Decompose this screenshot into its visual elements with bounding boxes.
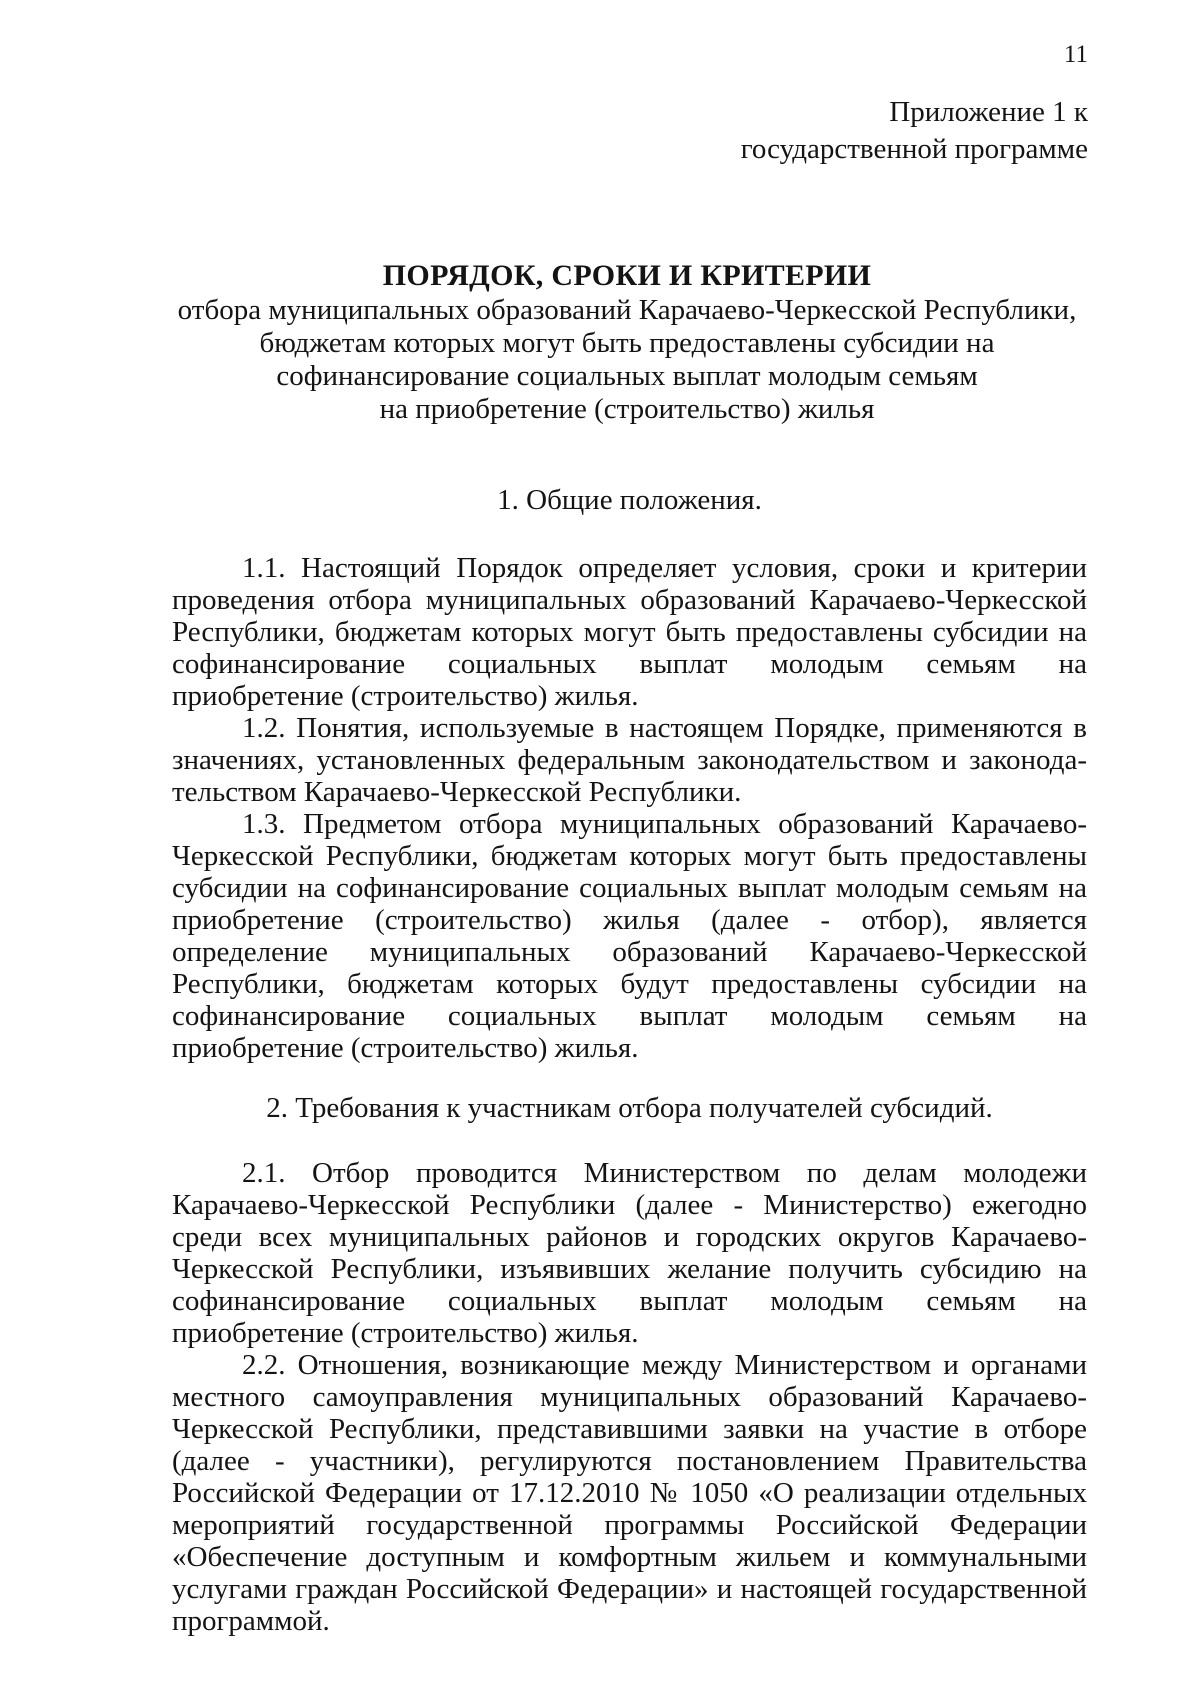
paragraph-2-2: 2.2. Отношения, возникающие между Министерством и органами местного самоуправления муниципальных образований Карачаево-Черкесской Республики, представившими заявки на участие в отборе (далее - участники), регулируются постановлением Правительства Российской Федерации от 17.12.2010 № 1050 «О реализации отдельных мероприятий государственной программы Российской Федерации «Обеспечение доступным и комфортным жильем и коммунальными услугами граждан Российской Федерации» и настоящей государственной программой. (172, 1349, 1087, 1637)
appendix-line-2: государственной программе (740, 133, 1088, 165)
document-title: ПОРЯДОК, СРОКИ И КРИТЕРИИ (382, 259, 872, 292)
paragraph-1-3: 1.3. Предметом отбора муниципальных образований Карачаево-Черкесской Республики, бюджетам которых могут быть предоставлены субсидии на софинансирование социальных выплат молодым семьям на приобретение (строительство) жилья (далее - отбор), является определение муниципальных образований Карачаево-Черкесской Республики, бюджетам которых будут предоставлены субсидии на софинансирование социальных выплат молодым семьям на приобретение (строительство) жилья. (172, 808, 1087, 1064)
appendix-line-1: Приложение 1 к (889, 96, 1088, 128)
section-2-heading: 2. Требования к участникам отбора получателей субсидий. (266, 1092, 993, 1124)
page-number: 11 (1063, 41, 1088, 68)
paragraph-2-1: 2.1. Отбор проводится Министерством по делам молодежи Карачаево-Черкесской Республики (далее - Министерство) ежегодно среди всех муниципальных районов и городских округов Карачаево-Черкесской Республики, изъявивших желание получить субсидию на софинансирование социальных выплат молодым семьям на приобретение (строительство) жилья. (172, 1157, 1087, 1349)
paragraph-1-2: 1.2. Понятия, используемые в настоящем Порядке, применяются в значениях, установленных федеральным законодательством и законодательством Карачаево-Черкесской Республики. (172, 712, 1087, 808)
appendix-note (588, 94, 1088, 168)
subtitle-line: бюджетам которых могут быть предоставлены субсидии на (259, 327, 995, 359)
section-1-heading: 1. Общие положения. (497, 484, 762, 516)
document-body (172, 484, 1087, 1637)
title-block (165, 257, 1089, 426)
paragraph-1-1: 1.1. Настоящий Порядок определяет условия, сроки и критерии проведения отбора муниципальных образований Карачаево-Черкесской Республики, бюджетам которых могут быть предоставлены субсидии на софинансирование социальных выплат молодым семьям на приобретение (строительство) жилья. (172, 552, 1087, 712)
subtitle-line: на приобретение (строительство) жилья (379, 393, 875, 425)
subtitle-line: софинансирование социальных выплат молодым семьям (276, 360, 978, 392)
subtitle-line: отбора муниципальных образований Карачаево-Черкесской Республики, (177, 294, 1077, 326)
